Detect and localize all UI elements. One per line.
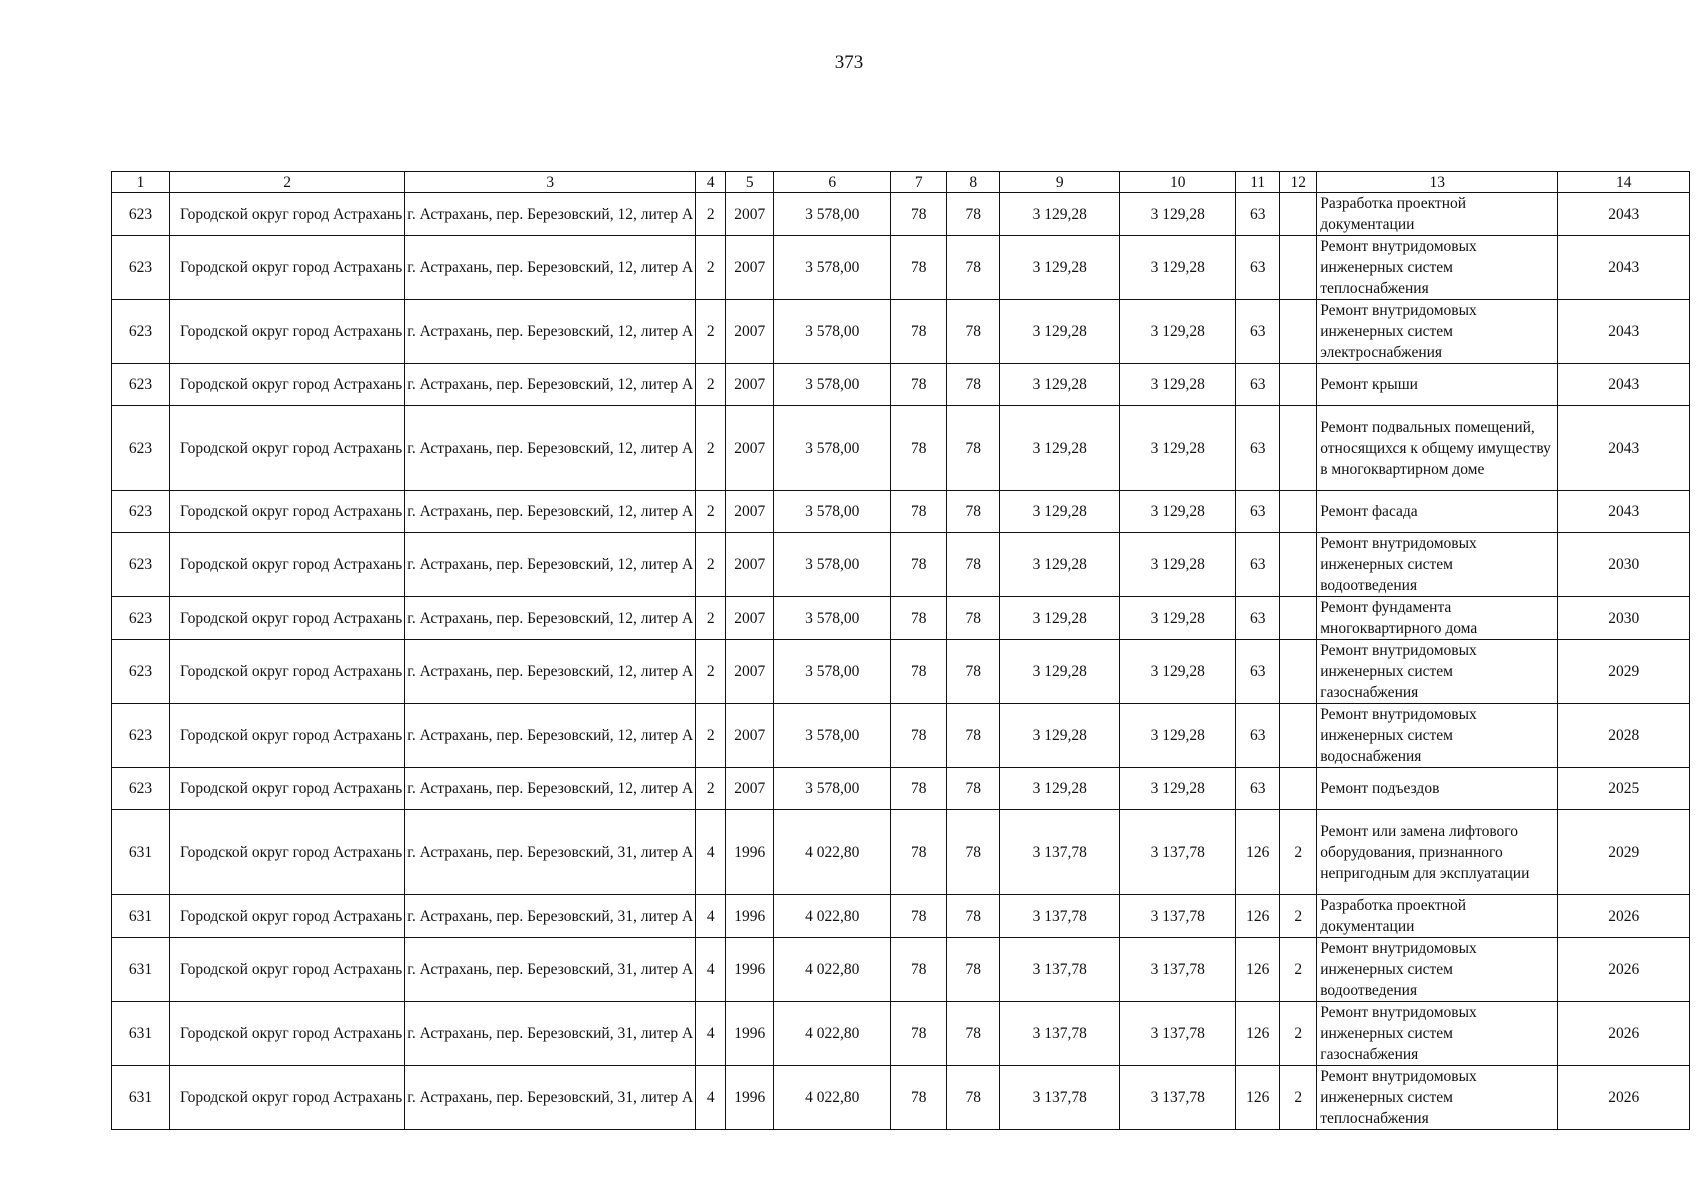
table-cell-col-2: Городской округ город Астрахань bbox=[170, 533, 405, 597]
table-cell-col-11: 63 bbox=[1236, 491, 1280, 533]
table-cell-col-4: 2 bbox=[696, 236, 726, 300]
table-cell-col-4: 2 bbox=[696, 640, 726, 704]
table-cell-col-12 bbox=[1280, 193, 1317, 236]
table-cell-col-12 bbox=[1280, 406, 1317, 491]
table-cell-col-7: 78 bbox=[891, 300, 947, 364]
table-cell-col-11: 63 bbox=[1236, 597, 1280, 640]
table-cell-col-5: 2007 bbox=[726, 406, 774, 491]
table-cell-col-2: Городской округ город Астрахань bbox=[170, 768, 405, 810]
table-cell-col-3: г. Астрахань, пер. Березовский, 12, литер А bbox=[405, 533, 696, 597]
table-cell-col-6: 4 022,80 bbox=[774, 810, 891, 895]
table-cell-col-1: 631 bbox=[112, 810, 170, 895]
table-cell-col-9: 3 137,78 bbox=[1000, 1002, 1120, 1066]
table-cell-col-3: г. Астрахань, пер. Березовский, 12, литер А bbox=[405, 406, 696, 491]
table-cell-col-14: 2026 bbox=[1558, 1002, 1690, 1066]
table-row bbox=[112, 236, 1690, 300]
table-cell-col-3: г. Астрахань, пер. Березовский, 12, литер А bbox=[405, 193, 696, 236]
table-cell-col-9: 3 129,28 bbox=[1000, 768, 1120, 810]
table-cell-col-7: 78 bbox=[891, 895, 947, 938]
table-cell-col-3: г. Астрахань, пер. Березовский, 12, литер А bbox=[405, 364, 696, 406]
column-header-1: 1 bbox=[112, 172, 170, 193]
table-cell-col-12 bbox=[1280, 491, 1317, 533]
table-cell-col-6: 3 578,00 bbox=[774, 236, 891, 300]
table-row bbox=[112, 640, 1690, 704]
table-cell-col-13: Разработка проектной документации bbox=[1317, 895, 1558, 938]
table-cell-col-1: 623 bbox=[112, 704, 170, 768]
table-cell-col-12 bbox=[1280, 300, 1317, 364]
table-cell-col-13: Ремонт внутридомовых инженерных систем теплоснабжения bbox=[1317, 1066, 1558, 1130]
table-cell-col-3: г. Астрахань, пер. Березовский, 12, литер А bbox=[405, 491, 696, 533]
table-cell-col-8: 78 bbox=[947, 640, 1000, 704]
column-header-5: 5 bbox=[726, 172, 774, 193]
table-cell-col-12 bbox=[1280, 364, 1317, 406]
table-cell-col-6: 4 022,80 bbox=[774, 938, 891, 1002]
table-row bbox=[112, 533, 1690, 597]
table-row bbox=[112, 300, 1690, 364]
header-row bbox=[112, 172, 1690, 193]
table-cell-col-12: 2 bbox=[1280, 810, 1317, 895]
table-cell-col-4: 4 bbox=[696, 810, 726, 895]
table-row bbox=[112, 491, 1690, 533]
table-cell-col-9: 3 129,28 bbox=[1000, 300, 1120, 364]
table-cell-col-11: 126 bbox=[1236, 810, 1280, 895]
table-cell-col-3: г. Астрахань, пер. Березовский, 31, литер А bbox=[405, 938, 696, 1002]
table-cell-col-13: Ремонт внутридомовых инженерных систем теплоснабжения bbox=[1317, 236, 1558, 300]
table-cell-col-13: Ремонт внутридомовых инженерных систем газоснабжения bbox=[1317, 640, 1558, 704]
table-cell-col-8: 78 bbox=[947, 895, 1000, 938]
table-cell-col-9: 3 129,28 bbox=[1000, 236, 1120, 300]
table-cell-col-14: 2030 bbox=[1558, 597, 1690, 640]
table-cell-col-8: 78 bbox=[947, 491, 1000, 533]
column-header-6: 6 bbox=[774, 172, 891, 193]
table-cell-col-4: 2 bbox=[696, 597, 726, 640]
table-cell-col-13: Ремонт внутридомовых инженерных систем водоснабжения bbox=[1317, 704, 1558, 768]
table-cell-col-14: 2043 bbox=[1558, 193, 1690, 236]
table-cell-col-6: 3 578,00 bbox=[774, 533, 891, 597]
table-cell-col-4: 4 bbox=[696, 1002, 726, 1066]
table-cell-col-3: г. Астрахань, пер. Березовский, 12, литер А bbox=[405, 768, 696, 810]
table-row bbox=[112, 597, 1690, 640]
table-cell-col-8: 78 bbox=[947, 193, 1000, 236]
table-cell-col-3: г. Астрахань, пер. Березовский, 12, литер А bbox=[405, 640, 696, 704]
table-cell-col-5: 1996 bbox=[726, 1066, 774, 1130]
table-cell-col-6: 3 578,00 bbox=[774, 491, 891, 533]
table-cell-col-8: 78 bbox=[947, 364, 1000, 406]
table-row bbox=[112, 1002, 1690, 1066]
table-cell-col-3: г. Астрахань, пер. Березовский, 31, литер А bbox=[405, 1002, 696, 1066]
table-cell-col-14: 2043 bbox=[1558, 406, 1690, 491]
table-cell-col-2: Городской округ город Астрахань bbox=[170, 364, 405, 406]
table-cell-col-8: 78 bbox=[947, 533, 1000, 597]
table-cell-col-7: 78 bbox=[891, 236, 947, 300]
table-cell-col-10: 3 129,28 bbox=[1120, 193, 1236, 236]
table-cell-col-7: 78 bbox=[891, 938, 947, 1002]
table-cell-col-4: 2 bbox=[696, 364, 726, 406]
table-cell-col-6: 3 578,00 bbox=[774, 640, 891, 704]
table-cell-col-11: 63 bbox=[1236, 768, 1280, 810]
table-cell-col-6: 3 578,00 bbox=[774, 364, 891, 406]
table-cell-col-13: Ремонт фундамента многоквартирного дома bbox=[1317, 597, 1558, 640]
table-cell-col-5: 1996 bbox=[726, 895, 774, 938]
table-cell-col-9: 3 129,28 bbox=[1000, 640, 1120, 704]
table-cell-col-5: 2007 bbox=[726, 491, 774, 533]
table-body bbox=[112, 193, 1690, 1130]
table-cell-col-10: 3 129,28 bbox=[1120, 768, 1236, 810]
table-cell-col-13: Разработка проектной документации bbox=[1317, 193, 1558, 236]
column-header-14: 14 bbox=[1558, 172, 1690, 193]
table-cell-col-10: 3 129,28 bbox=[1120, 597, 1236, 640]
table-cell-col-1: 623 bbox=[112, 300, 170, 364]
table-cell-col-3: г. Астрахань, пер. Березовский, 31, литер А bbox=[405, 1066, 696, 1130]
table-cell-col-14: 2028 bbox=[1558, 704, 1690, 768]
table-cell-col-1: 623 bbox=[112, 597, 170, 640]
table-cell-col-10: 3 129,28 bbox=[1120, 300, 1236, 364]
table-cell-col-9: 3 129,28 bbox=[1000, 491, 1120, 533]
table-cell-col-7: 78 bbox=[891, 597, 947, 640]
table-cell-col-10: 3 129,28 bbox=[1120, 406, 1236, 491]
table-cell-col-8: 78 bbox=[947, 406, 1000, 491]
table-cell-col-3: г. Астрахань, пер. Березовский, 12, литер А bbox=[405, 597, 696, 640]
column-header-4: 4 bbox=[696, 172, 726, 193]
table-cell-col-13: Ремонт крыши bbox=[1317, 364, 1558, 406]
table-cell-col-5: 2007 bbox=[726, 300, 774, 364]
table-cell-col-11: 63 bbox=[1236, 406, 1280, 491]
table-cell-col-5: 2007 bbox=[726, 597, 774, 640]
table-cell-col-4: 4 bbox=[696, 1066, 726, 1130]
table-cell-col-12 bbox=[1280, 597, 1317, 640]
table-cell-col-1: 623 bbox=[112, 768, 170, 810]
data-table bbox=[111, 171, 1690, 1130]
table-cell-col-11: 126 bbox=[1236, 895, 1280, 938]
table-row bbox=[112, 810, 1690, 895]
table-cell-col-1: 623 bbox=[112, 236, 170, 300]
table-row bbox=[112, 704, 1690, 768]
table-cell-col-8: 78 bbox=[947, 810, 1000, 895]
table-row bbox=[112, 895, 1690, 938]
table-cell-col-12: 2 bbox=[1280, 938, 1317, 1002]
column-header-3: 3 bbox=[405, 172, 696, 193]
table-cell-col-2: Городской округ город Астрахань bbox=[170, 938, 405, 1002]
table-cell-col-13: Ремонт подъездов bbox=[1317, 768, 1558, 810]
table-cell-col-9: 3 137,78 bbox=[1000, 1066, 1120, 1130]
table-cell-col-9: 3 129,28 bbox=[1000, 193, 1120, 236]
table-cell-col-2: Городской округ город Астрахань bbox=[170, 1002, 405, 1066]
table-cell-col-2: Городской округ город Астрахань bbox=[170, 640, 405, 704]
table-cell-col-10: 3 137,78 bbox=[1120, 1002, 1236, 1066]
table-cell-col-9: 3 137,78 bbox=[1000, 810, 1120, 895]
table-cell-col-4: 2 bbox=[696, 193, 726, 236]
table-cell-col-2: Городской округ город Астрахань bbox=[170, 810, 405, 895]
table-cell-col-4: 2 bbox=[696, 768, 726, 810]
table-cell-col-8: 78 bbox=[947, 597, 1000, 640]
table-cell-col-12: 2 bbox=[1280, 1002, 1317, 1066]
table-cell-col-5: 1996 bbox=[726, 938, 774, 1002]
table-cell-col-11: 63 bbox=[1236, 640, 1280, 704]
table-cell-col-1: 623 bbox=[112, 491, 170, 533]
table-cell-col-11: 126 bbox=[1236, 938, 1280, 1002]
table-cell-col-9: 3 129,28 bbox=[1000, 704, 1120, 768]
table-cell-col-4: 4 bbox=[696, 938, 726, 1002]
table-cell-col-11: 63 bbox=[1236, 364, 1280, 406]
column-header-7: 7 bbox=[891, 172, 947, 193]
table-cell-col-6: 4 022,80 bbox=[774, 1002, 891, 1066]
table-cell-col-1: 631 bbox=[112, 1002, 170, 1066]
table-cell-col-3: г. Астрахань, пер. Березовский, 12, литер А bbox=[405, 704, 696, 768]
table-cell-col-3: г. Астрахань, пер. Березовский, 31, литер А bbox=[405, 895, 696, 938]
table-header bbox=[112, 172, 1690, 193]
table-cell-col-8: 78 bbox=[947, 768, 1000, 810]
table-cell-col-9: 3 129,28 bbox=[1000, 597, 1120, 640]
table-cell-col-7: 78 bbox=[891, 640, 947, 704]
table-cell-col-1: 623 bbox=[112, 193, 170, 236]
table-cell-col-1: 623 bbox=[112, 533, 170, 597]
table-row bbox=[112, 768, 1690, 810]
table-row bbox=[112, 406, 1690, 491]
table-cell-col-2: Городской округ город Астрахань bbox=[170, 193, 405, 236]
table-cell-col-3: г. Астрахань, пер. Березовский, 31, литер А bbox=[405, 810, 696, 895]
table-cell-col-8: 78 bbox=[947, 236, 1000, 300]
table-cell-col-4: 2 bbox=[696, 491, 726, 533]
table-cell-col-5: 2007 bbox=[726, 236, 774, 300]
table-cell-col-2: Городской округ город Астрахань bbox=[170, 236, 405, 300]
column-header-13: 13 bbox=[1317, 172, 1558, 193]
table-cell-col-11: 63 bbox=[1236, 300, 1280, 364]
column-header-9: 9 bbox=[1000, 172, 1120, 193]
table-cell-col-6: 3 578,00 bbox=[774, 704, 891, 768]
table-cell-col-12 bbox=[1280, 704, 1317, 768]
table-cell-col-11: 63 bbox=[1236, 193, 1280, 236]
table-cell-col-14: 2030 bbox=[1558, 533, 1690, 597]
table-cell-col-7: 78 bbox=[891, 704, 947, 768]
table-cell-col-5: 1996 bbox=[726, 1002, 774, 1066]
table-cell-col-8: 78 bbox=[947, 938, 1000, 1002]
table-cell-col-7: 78 bbox=[891, 1066, 947, 1130]
table-cell-col-9: 3 129,28 bbox=[1000, 364, 1120, 406]
table-cell-col-2: Городской округ город Астрахань bbox=[170, 1066, 405, 1130]
table-cell-col-1: 631 bbox=[112, 895, 170, 938]
table-cell-col-6: 3 578,00 bbox=[774, 300, 891, 364]
table-cell-col-10: 3 137,78 bbox=[1120, 810, 1236, 895]
table-cell-col-12 bbox=[1280, 533, 1317, 597]
table-cell-col-6: 3 578,00 bbox=[774, 193, 891, 236]
column-header-11: 11 bbox=[1236, 172, 1280, 193]
table-cell-col-3: г. Астрахань, пер. Березовский, 12, литер А bbox=[405, 300, 696, 364]
table-cell-col-10: 3 129,28 bbox=[1120, 364, 1236, 406]
table-cell-col-6: 3 578,00 bbox=[774, 406, 891, 491]
table-cell-col-9: 3 137,78 bbox=[1000, 895, 1120, 938]
table-cell-col-14: 2029 bbox=[1558, 810, 1690, 895]
table-cell-col-10: 3 129,28 bbox=[1120, 491, 1236, 533]
table-row bbox=[112, 1066, 1690, 1130]
table-cell-col-10: 3 129,28 bbox=[1120, 704, 1236, 768]
table-cell-col-7: 78 bbox=[891, 810, 947, 895]
table-row bbox=[112, 364, 1690, 406]
table-cell-col-10: 3 137,78 bbox=[1120, 895, 1236, 938]
table-cell-col-11: 63 bbox=[1236, 236, 1280, 300]
table-cell-col-11: 126 bbox=[1236, 1002, 1280, 1066]
table-cell-col-1: 623 bbox=[112, 640, 170, 704]
table-cell-col-8: 78 bbox=[947, 704, 1000, 768]
table-cell-col-4: 2 bbox=[696, 533, 726, 597]
table-cell-col-9: 3 129,28 bbox=[1000, 406, 1120, 491]
page-number: 373 bbox=[834, 52, 864, 73]
table-cell-col-7: 78 bbox=[891, 768, 947, 810]
table-cell-col-6: 4 022,80 bbox=[774, 895, 891, 938]
table-cell-col-2: Городской округ город Астрахань bbox=[170, 704, 405, 768]
table-cell-col-10: 3 129,28 bbox=[1120, 236, 1236, 300]
table-cell-col-13: Ремонт или замена лифтового оборудования, признанного непригодным для эксплуатации bbox=[1317, 810, 1558, 895]
table-row bbox=[112, 938, 1690, 1002]
table-cell-col-5: 2007 bbox=[726, 704, 774, 768]
table-cell-col-13: Ремонт внутридомовых инженерных систем водоотведения bbox=[1317, 533, 1558, 597]
column-header-8: 8 bbox=[947, 172, 1000, 193]
table-cell-col-7: 78 bbox=[891, 193, 947, 236]
table-cell-col-2: Городской округ город Астрахань bbox=[170, 300, 405, 364]
table-cell-col-6: 3 578,00 bbox=[774, 768, 891, 810]
table-cell-col-2: Городской округ город Астрахань bbox=[170, 491, 405, 533]
table-cell-col-14: 2043 bbox=[1558, 364, 1690, 406]
table-cell-col-8: 78 bbox=[947, 1002, 1000, 1066]
column-header-12: 12 bbox=[1280, 172, 1317, 193]
table-cell-col-5: 1996 bbox=[726, 810, 774, 895]
table-cell-col-11: 63 bbox=[1236, 704, 1280, 768]
table-cell-col-7: 78 bbox=[891, 364, 947, 406]
table-cell-col-4: 2 bbox=[696, 300, 726, 364]
table-cell-col-1: 631 bbox=[112, 938, 170, 1002]
table-cell-col-14: 2029 bbox=[1558, 640, 1690, 704]
table-cell-col-12 bbox=[1280, 768, 1317, 810]
table-cell-col-14: 2026 bbox=[1558, 1066, 1690, 1130]
table-cell-col-7: 78 bbox=[891, 533, 947, 597]
table-cell-col-5: 2007 bbox=[726, 364, 774, 406]
table-cell-col-5: 2007 bbox=[726, 640, 774, 704]
table-cell-col-11: 126 bbox=[1236, 1066, 1280, 1130]
column-header-10: 10 bbox=[1120, 172, 1236, 193]
table-cell-col-9: 3 129,28 bbox=[1000, 533, 1120, 597]
table-cell-col-6: 3 578,00 bbox=[774, 597, 891, 640]
table-cell-col-1: 623 bbox=[112, 406, 170, 491]
table-cell-col-2: Городской округ город Астрахань bbox=[170, 406, 405, 491]
table-cell-col-7: 78 bbox=[891, 491, 947, 533]
table-cell-col-1: 623 bbox=[112, 364, 170, 406]
table-cell-col-7: 78 bbox=[891, 406, 947, 491]
column-header-2: 2 bbox=[170, 172, 405, 193]
table-cell-col-14: 2043 bbox=[1558, 236, 1690, 300]
table-cell-col-5: 2007 bbox=[726, 193, 774, 236]
table-cell-col-8: 78 bbox=[947, 300, 1000, 364]
table-cell-col-10: 3 129,28 bbox=[1120, 533, 1236, 597]
table-cell-col-10: 3 137,78 bbox=[1120, 938, 1236, 1002]
table-cell-col-14: 2043 bbox=[1558, 491, 1690, 533]
table-cell-col-12 bbox=[1280, 236, 1317, 300]
table-cell-col-4: 4 bbox=[696, 895, 726, 938]
table-cell-col-9: 3 137,78 bbox=[1000, 938, 1120, 1002]
table-cell-col-13: Ремонт подвальных помещений, относящихся к общему имуществу в многоквартирном доме bbox=[1317, 406, 1558, 491]
table-cell-col-12: 2 bbox=[1280, 895, 1317, 938]
table-cell-col-13: Ремонт внутридомовых инженерных систем водоотведения bbox=[1317, 938, 1558, 1002]
table-cell-col-10: 3 137,78 bbox=[1120, 1066, 1236, 1130]
table-cell-col-13: Ремонт внутридомовых инженерных систем газоснабжения bbox=[1317, 1002, 1558, 1066]
table-cell-col-4: 2 bbox=[696, 406, 726, 491]
table-cell-col-3: г. Астрахань, пер. Березовский, 12, литер А bbox=[405, 236, 696, 300]
table-cell-col-14: 2025 bbox=[1558, 768, 1690, 810]
table-cell-col-2: Городской округ город Астрахань bbox=[170, 597, 405, 640]
table-cell-col-1: 631 bbox=[112, 1066, 170, 1130]
table-cell-col-14: 2043 bbox=[1558, 300, 1690, 364]
table-row bbox=[112, 193, 1690, 236]
table-cell-col-11: 63 bbox=[1236, 533, 1280, 597]
table-cell-col-5: 2007 bbox=[726, 768, 774, 810]
table-cell-col-7: 78 bbox=[891, 1002, 947, 1066]
table-cell-col-10: 3 129,28 bbox=[1120, 640, 1236, 704]
table-cell-col-12: 2 bbox=[1280, 1066, 1317, 1130]
table-cell-col-12 bbox=[1280, 640, 1317, 704]
table-cell-col-2: Городской округ город Астрахань bbox=[170, 895, 405, 938]
table-cell-col-5: 2007 bbox=[726, 533, 774, 597]
table-cell-col-14: 2026 bbox=[1558, 895, 1690, 938]
table-cell-col-13: Ремонт внутридомовых инженерных систем электроснабжения bbox=[1317, 300, 1558, 364]
table-cell-col-4: 2 bbox=[696, 704, 726, 768]
table-cell-col-6: 4 022,80 bbox=[774, 1066, 891, 1130]
table-cell-col-13: Ремонт фасада bbox=[1317, 491, 1558, 533]
table-cell-col-14: 2026 bbox=[1558, 938, 1690, 1002]
table-cell-col-8: 78 bbox=[947, 1066, 1000, 1130]
